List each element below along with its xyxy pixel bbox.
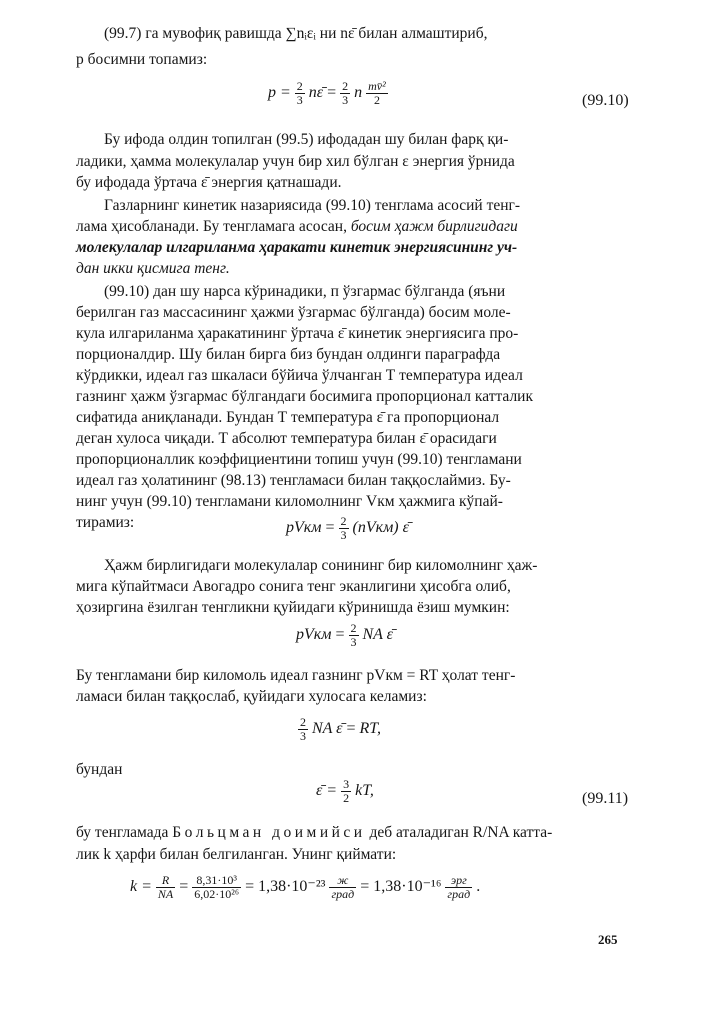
text-line: пропорционаллик коэффициентини топиш учун (99.10) тенгламани — [76, 451, 522, 468]
text-line: бундан — [76, 761, 123, 778]
text-line — [104, 24, 638, 44]
text-line: ламаси билан таққослаб, қуйидаги хулосага келамиз: — [76, 688, 427, 705]
page-number: 265 — [598, 932, 618, 947]
text-line: Газларнинг кинетик назариясида (99.10) тенглама асосий тенг- — [104, 197, 521, 214]
equation-eps-kt: ε̄ = $\frac{3}{2}$ kT, — [316, 777, 374, 805]
text-line: ҳозиргина ёзилган тенгликни қуйидаги кўринишда ёзиш мумкин: — [76, 599, 510, 616]
equation-avogadro: pVкм = $\frac{2}{3}$ NA ε̄ — [296, 621, 393, 649]
text-line: порционалдир. Шу билан бирга биз бундан олдинги параграфда — [76, 346, 501, 363]
equation-number: (99.11) — [582, 790, 629, 807]
text-line: идеал газ ҳолатининг (98.13) тенгламаси билан таққослаймиз. Бу- — [76, 472, 511, 489]
text-line: берилган газ массасининг ҳажми ўзгармас бўлганда) босим моле- — [76, 304, 511, 321]
text-line: деган хулоса чиқади. Т абсолют температура билан ε̄ орасидаги — [76, 430, 497, 447]
text-line: мига кўпайтмаси Авогадро сонига тенг эканлигини ҳисобга олиб, — [76, 578, 511, 595]
text-line: ладики, ҳамма молекулалар учун бир хил бўлган ε энергия ўрнида — [76, 153, 515, 170]
text-line: газнинг ҳажм ўзгармас бўлгандаги босимига пропорционал катталик — [76, 388, 534, 405]
text-line: тирамиз: — [76, 514, 135, 531]
paragraph-line: (99.7) га мувофиқ равишда ∑nᵢεᵢ ни nε̄ билан алмаштириб, — [104, 25, 488, 42]
text-line: Бу ифода олдин топилган (99.5) ифодадан шу билан фарқ қи- — [104, 131, 509, 148]
equation-pvkm: pVкм = $\frac{2}{3}$ (nVкм) ε̄ — [286, 514, 409, 542]
equation-rt: $\frac{2}{3}$ NA ε̄ = RT, — [300, 715, 381, 743]
text-line: Ҳажм бирлигидаги молекулалар сонининг бир киломолнинг ҳаж- — [104, 557, 538, 574]
equation-boltzmann: k = $\frac{R}{NA}$ = $\frac{\text{8,31·10³}}{\text{6,02·10²⁶}}$ = 1,38·10⁻²³ ж град = 1,38·10⁻¹⁶ эрг град . — [130, 873, 481, 901]
text-line: кўрдикки, идеал газ шкаласи бўйича ўлчанган Т температура идеал — [76, 367, 523, 384]
text-line: (99.10) дан шу нарса кўринадики, п ўзгармас бўлганда (яъни — [104, 283, 506, 300]
text-line: молекулалар илгариланма ҳаракати кинетик энергиясининг уч- — [76, 239, 518, 256]
text-line: бу ифодада ўртача ε̄ энергия қатнашади. — [76, 174, 342, 191]
text-line: р босимни топамиз: — [76, 51, 208, 68]
text-line: Бу тенгламани бир киломоль идеал газнинг pVкм = RT ҳолат тенг- — [76, 667, 516, 684]
equation-pressure: p = $\frac{2}{3}$ nε̄ = $\frac{2}{3}$ n $\frac{\text{mv̄²}}{2}$ — [268, 79, 386, 107]
text-line: лик k ҳарфи билан белгиланган. Унинг қиймати: — [76, 846, 397, 863]
text-line: лама ҳисобланади. Бу тенгламага асосан, босим ҳажм бирлигидаги — [76, 218, 518, 235]
equation-number: (99.10) — [582, 92, 629, 109]
text-line: дан икки қисмига тенг. — [76, 260, 230, 277]
text-line: бу тенгламада Больцман доимийси деб аталадиган R/NA катта- — [76, 824, 553, 841]
text-line: кула илгариланма ҳаракатининг ўртача ε̄ кинетик энергиясига про- — [76, 325, 519, 342]
text-line: сифатида аниқланади. Бундан Т температура ε̄ га пропорционал — [76, 409, 500, 426]
text-line: нинг учун (99.10) тенгламани киломолнинг Vкм ҳажмига кўпай- — [76, 493, 503, 510]
